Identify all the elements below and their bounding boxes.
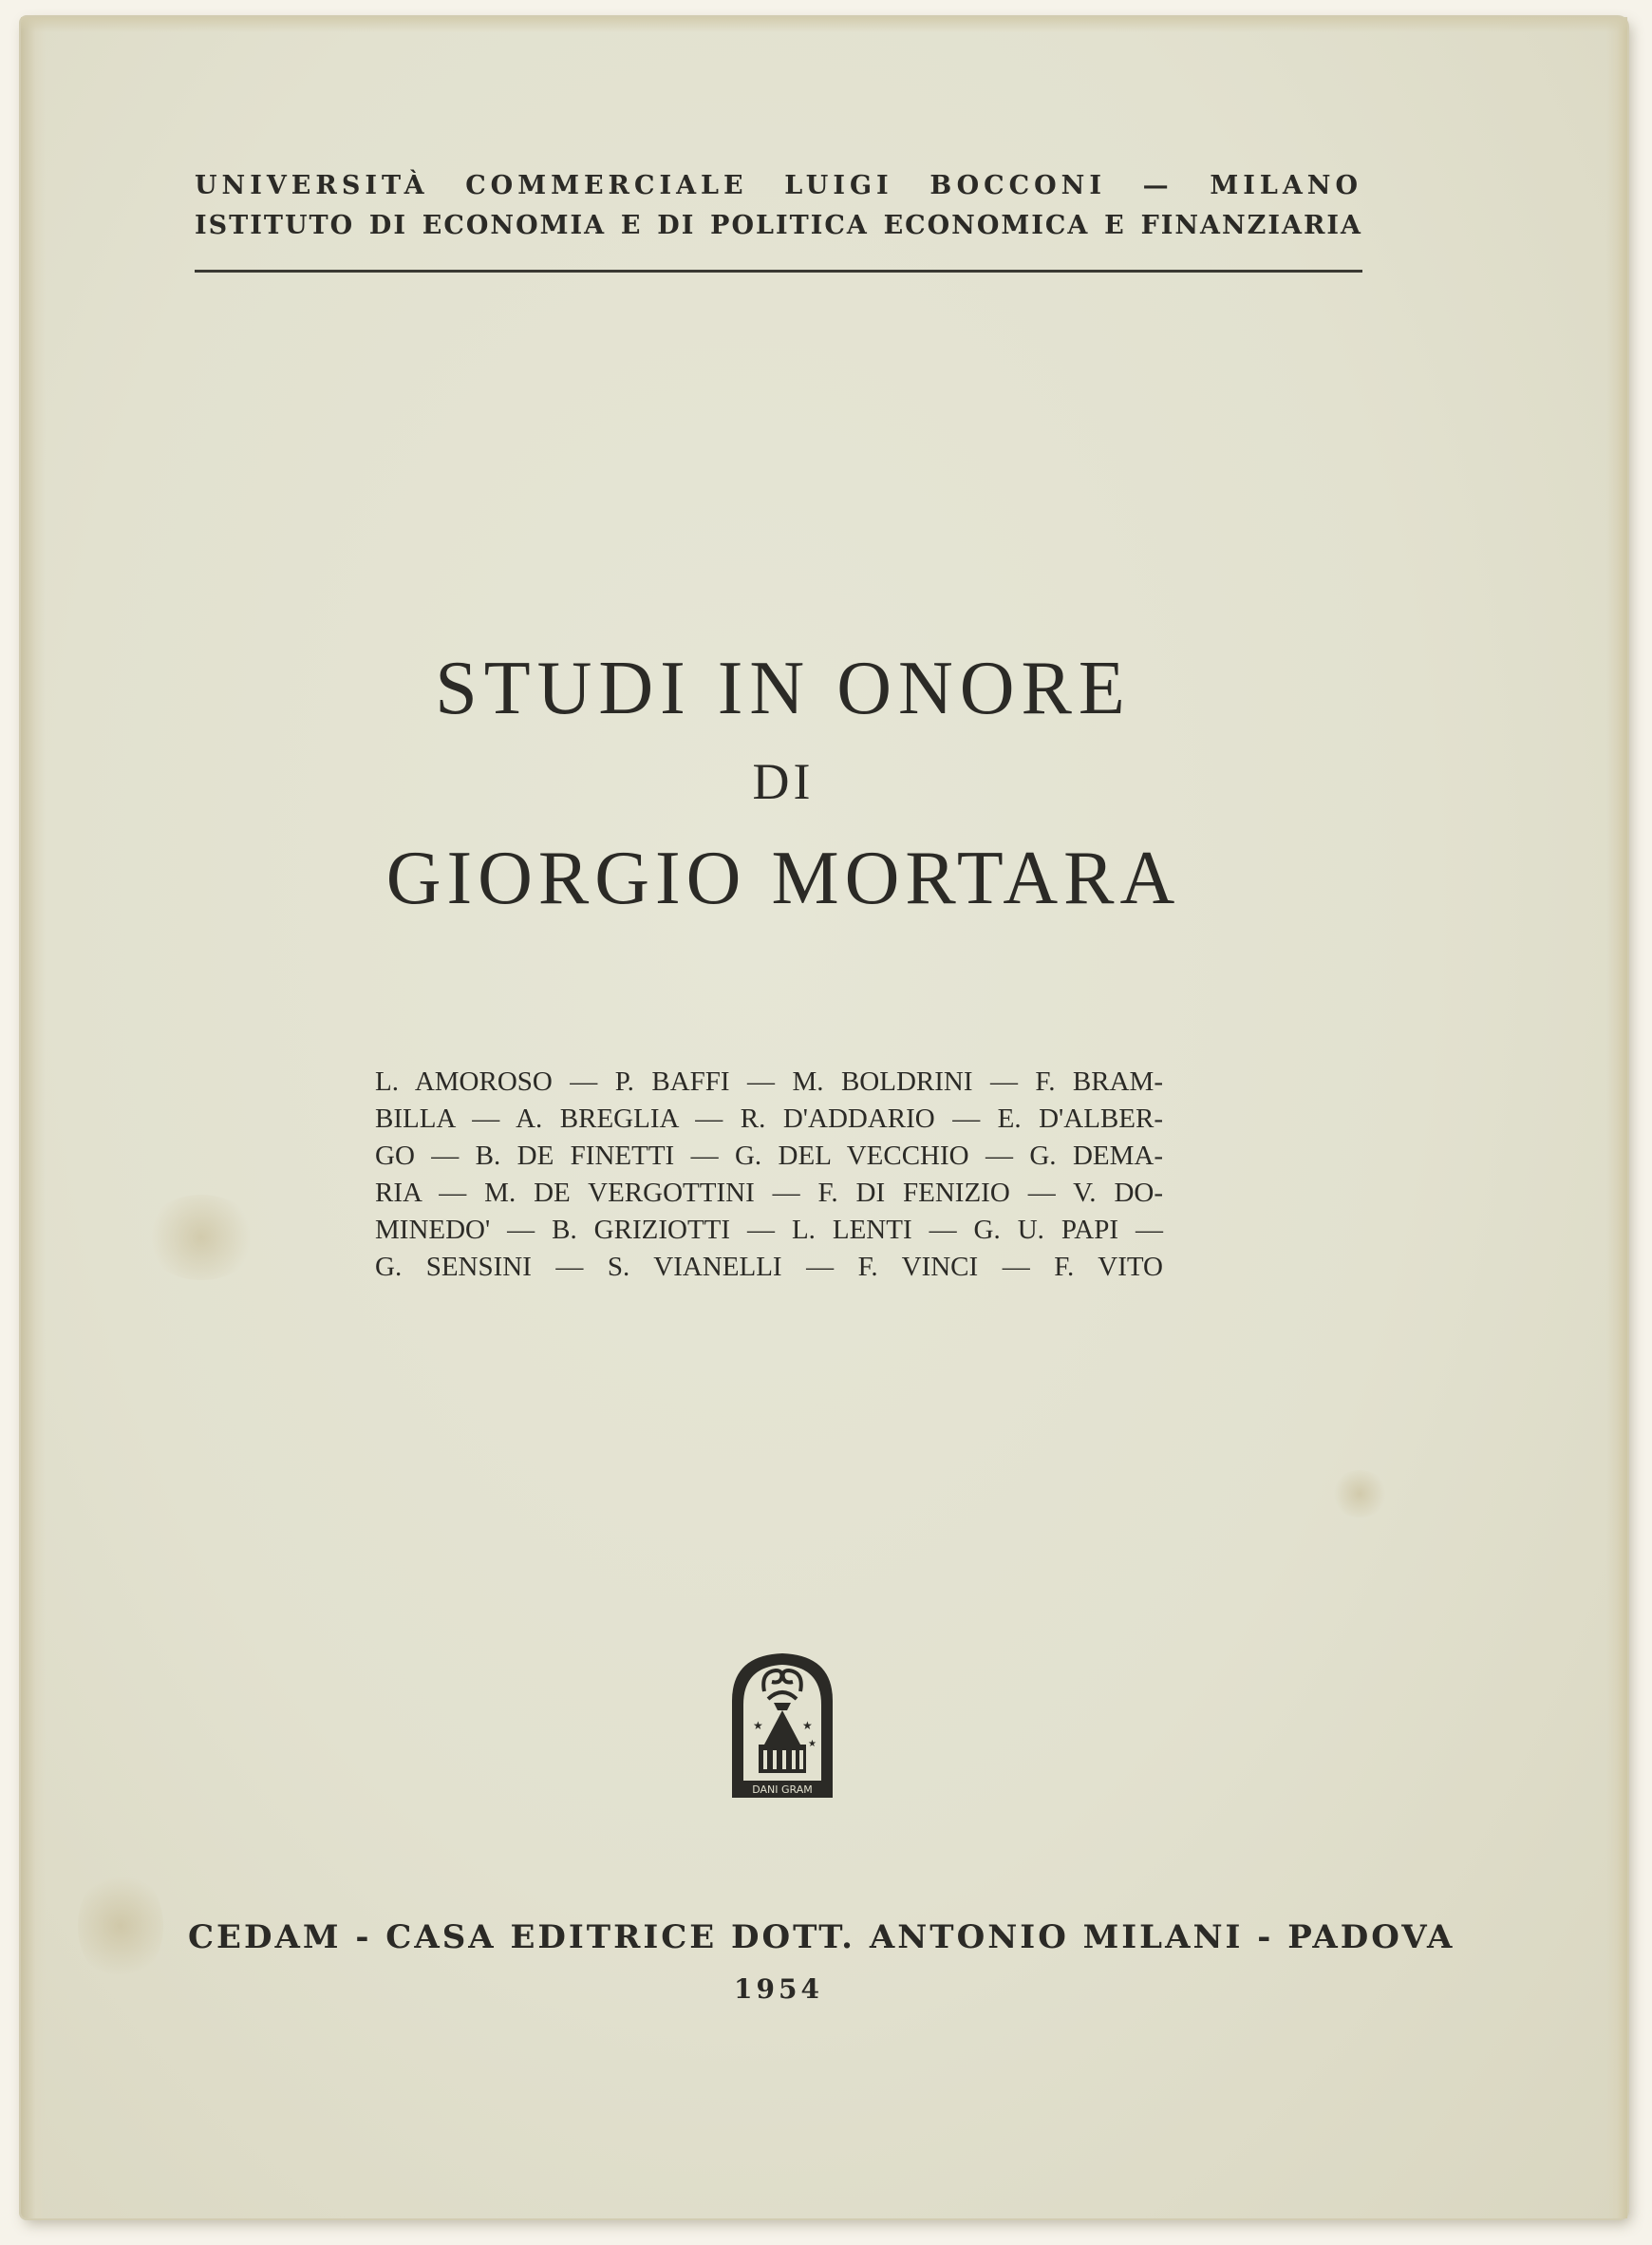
svg-text:★: ★ xyxy=(808,1739,817,1749)
paper-stain xyxy=(78,1869,163,1983)
top-edge xyxy=(21,17,1627,32)
author-line: MINEDO' — B. GRIZIOTTI — L. LENTI — G. U. PAPI — xyxy=(375,1215,1163,1245)
svg-text:★: ★ xyxy=(802,1719,813,1732)
author-line: BILLA — A. BREGLIA — R. D'ADDARIO — E. D'ALBER- xyxy=(375,1104,1163,1134)
spine-edge xyxy=(21,17,46,2218)
emblem-motto: DANI GRAM xyxy=(752,1783,813,1796)
right-edge xyxy=(1606,17,1627,2218)
title-line-1: STUDI IN ONORE xyxy=(435,647,1132,730)
paper-stain xyxy=(144,1195,258,1280)
header-rule xyxy=(195,270,1362,273)
title-line-3: GIORGIO MORTARA xyxy=(385,837,1181,920)
institute-line: ISTITUTO DI ECONOMIA E DI POLITICA ECONOMICA E FINANZIARIA xyxy=(195,211,1362,240)
paper-stain xyxy=(1331,1470,1388,1518)
publisher-line: CEDAM - CASA EDITRICE DOTT. ANTONIO MILANI - PADOVA xyxy=(188,1918,1455,1956)
author-line: GO — B. DE FINETTI — G. DEL VECCHIO — G. DEMA- xyxy=(375,1141,1163,1171)
title-line-2: DI xyxy=(752,753,815,810)
author-line: L. AMOROSO — P. BAFFI — M. BOLDRINI — F. BRAM- xyxy=(375,1066,1163,1097)
author-line: G. SENSINI — S. VIANELLI — F. VINCI — F. VITO xyxy=(375,1252,1163,1282)
svg-text:★: ★ xyxy=(753,1719,763,1732)
author-line: RIA — M. DE VERGOTTINI — F. DI FENIZIO — V. DO- xyxy=(375,1178,1163,1208)
author-list xyxy=(375,1064,1163,1286)
institution-line: UNIVERSITÀ COMMERCIALE LUIGI BOCCONI — MILANO xyxy=(195,171,1362,200)
publisher-emblem-icon xyxy=(726,1648,838,1800)
publication-year: 1954 xyxy=(734,1973,823,2005)
